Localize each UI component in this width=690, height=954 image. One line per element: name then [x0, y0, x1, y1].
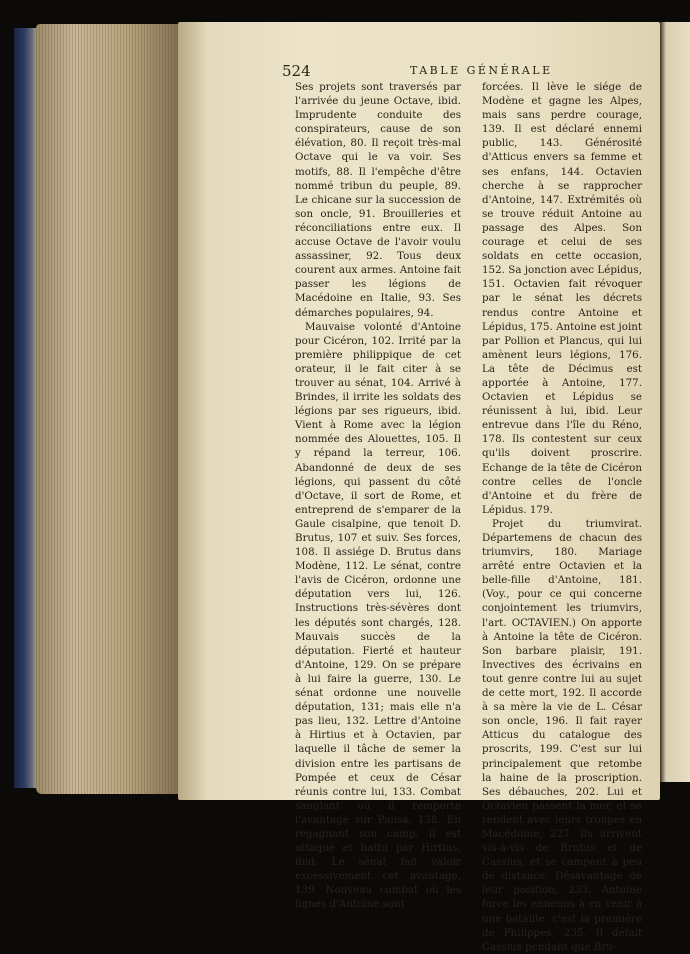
running-title: TABLE GÉNÉRALE — [410, 64, 553, 77]
paragraph: Mauvaise volonté d'Antoine pour Cicéron, 102. Irrité par la première philippique de cet orateur, il le fait citer à se trouver au sénat, 104. Arrivé à Brindes, il irrite les soldats des légions par ses rigueurs, ibid. Vient à Rome avec la légion nommée des Alouettes, 105. Il y répand la terreur, 106. Abandonné de deux de ses légions, qui passent du côté d'Octave, il sort de Rome, et entreprend de s'emparer de la Gaule cisalpine, que tenoit D. Brutus, 107 et suiv. Ses forces, 108. Il assiége D. Brutus dans Modène, 112. Le sénat, contre l'avis de Cicéron, ordonne une députation vers lui, 126. Instructions très-sévères dont les députés sont chargés, 128. Mauvais succès de la députation. Fierté et hauteur d'Antoine, 129. On se prépare à lui faire la guerre, 130. Le sénat ordonne une nouvelle députation, 131; mais elle n'a pas lieu, 132. Lettre d'Antoine à Hirtius et à Octavien, par laquelle il tâche de semer la division entre les partisans de Pompée et ceux de César réunis contre lui, 133. Combat sanglant où il remporte l'avantage sur Pansa, 138. En regagnant son camp, il est attaqué et battu par Hirtius, ibid. Le sénat fait valoir excessivement cet avantage, 139. Nouveau combat où les lignes d'Antoine sont — [295, 320, 461, 911]
paragraph: Projet du triumvirat. Départemens de chacun des triumvirs, 180. Mariage arrêté entre Octavien et la belle-fille d'Antoine, 181. (Voy., pour ce qui concerne conjointement les triumvirs, l'art. OCTAVIEN.) On apporte à Antoine la tête de Cicéron. Son barbare plaisir, 191. Invectives des écrivains en tout genre contre lui au sujet de cette mort, 192. Il accorde à sa mère la vie de L. César son oncle, 196. Il fait rayer Atticus du catalogue des proscrits, 199. C'est sur lui principalement que retombe la haine de la proscription. Ses débauches, 202. Lui et Octavien passent la mer, et se rendent avec leurs troupes en Macédoine, 227. Ils arrivent vis-à-vis de Brutus et de Cassius, et se campent à peu de distance. Désavantage de leur position, 233. Antoine force les ennemis à en venir à une bataille: c'est la première de Philippes, 235. Il défait Cassius pendant que Bru- — [482, 517, 642, 953]
paragraph: forcées. Il lève le siége de Modène et gagne les Alpes, mais sans perdre courage, 139. Il est déclaré ennemi public, 143. Générosité d'Atticus envers sa femme et ses enfans, 144. Octavien cherche à se rapprocher d'Antoine, 147. Extrémités où se trouve réduit Antoine au passage des Alpes. Son courage et celui de ses soldats en cette occasion, 152. Sa jonction avec Lépidus, 151. Octavien fait révoquer par le sénat les décrets rendus contre Antoine et Lépidus, 175. Antoine est joint par Pollion et Plancus, qui lui amènent leurs légions, 176. La tête de Décimus est apportée à Antoine, 177. Octavien et Lépidus se réunissent à lui, ibid. Leur entrevue dans l'île du Réno, 178. Ils contestent sur ceux qu'ils doivent proscrire. Echange de la tête de Cicéron contre celles de l'oncle d'Antoine et du frère de Lépidus. 179. — [482, 81, 643, 516]
facing-page-edge — [660, 22, 690, 782]
paragraph: Ses projets sont traversés par l'arrivée du jeune Octave, ibid. Imprudente conduite des conspirateurs, cause de son élévation, 80. Il reçoit très-mal Octave qui le va voir. Ses motifs, 88. Il l'empêche d'être nommé tribun du peuple, 89. Le chicane sur la succession de son oncle, 91. Brouilleries et réconciliations entre eux. Il accuse Octave de l'avoir voulu assassiner, 92. Tous deux courent aux armes. Antoine fait passer les légions de Macédoine en Italie, 93. Ses démarches populaires, 94. — [295, 81, 461, 319]
left-text-column — [295, 80, 461, 912]
book-page — [178, 22, 660, 953]
page-header — [282, 62, 622, 82]
page-edges — [36, 24, 186, 794]
right-text-column — [482, 80, 642, 954]
page-number: 524 — [282, 62, 311, 80]
